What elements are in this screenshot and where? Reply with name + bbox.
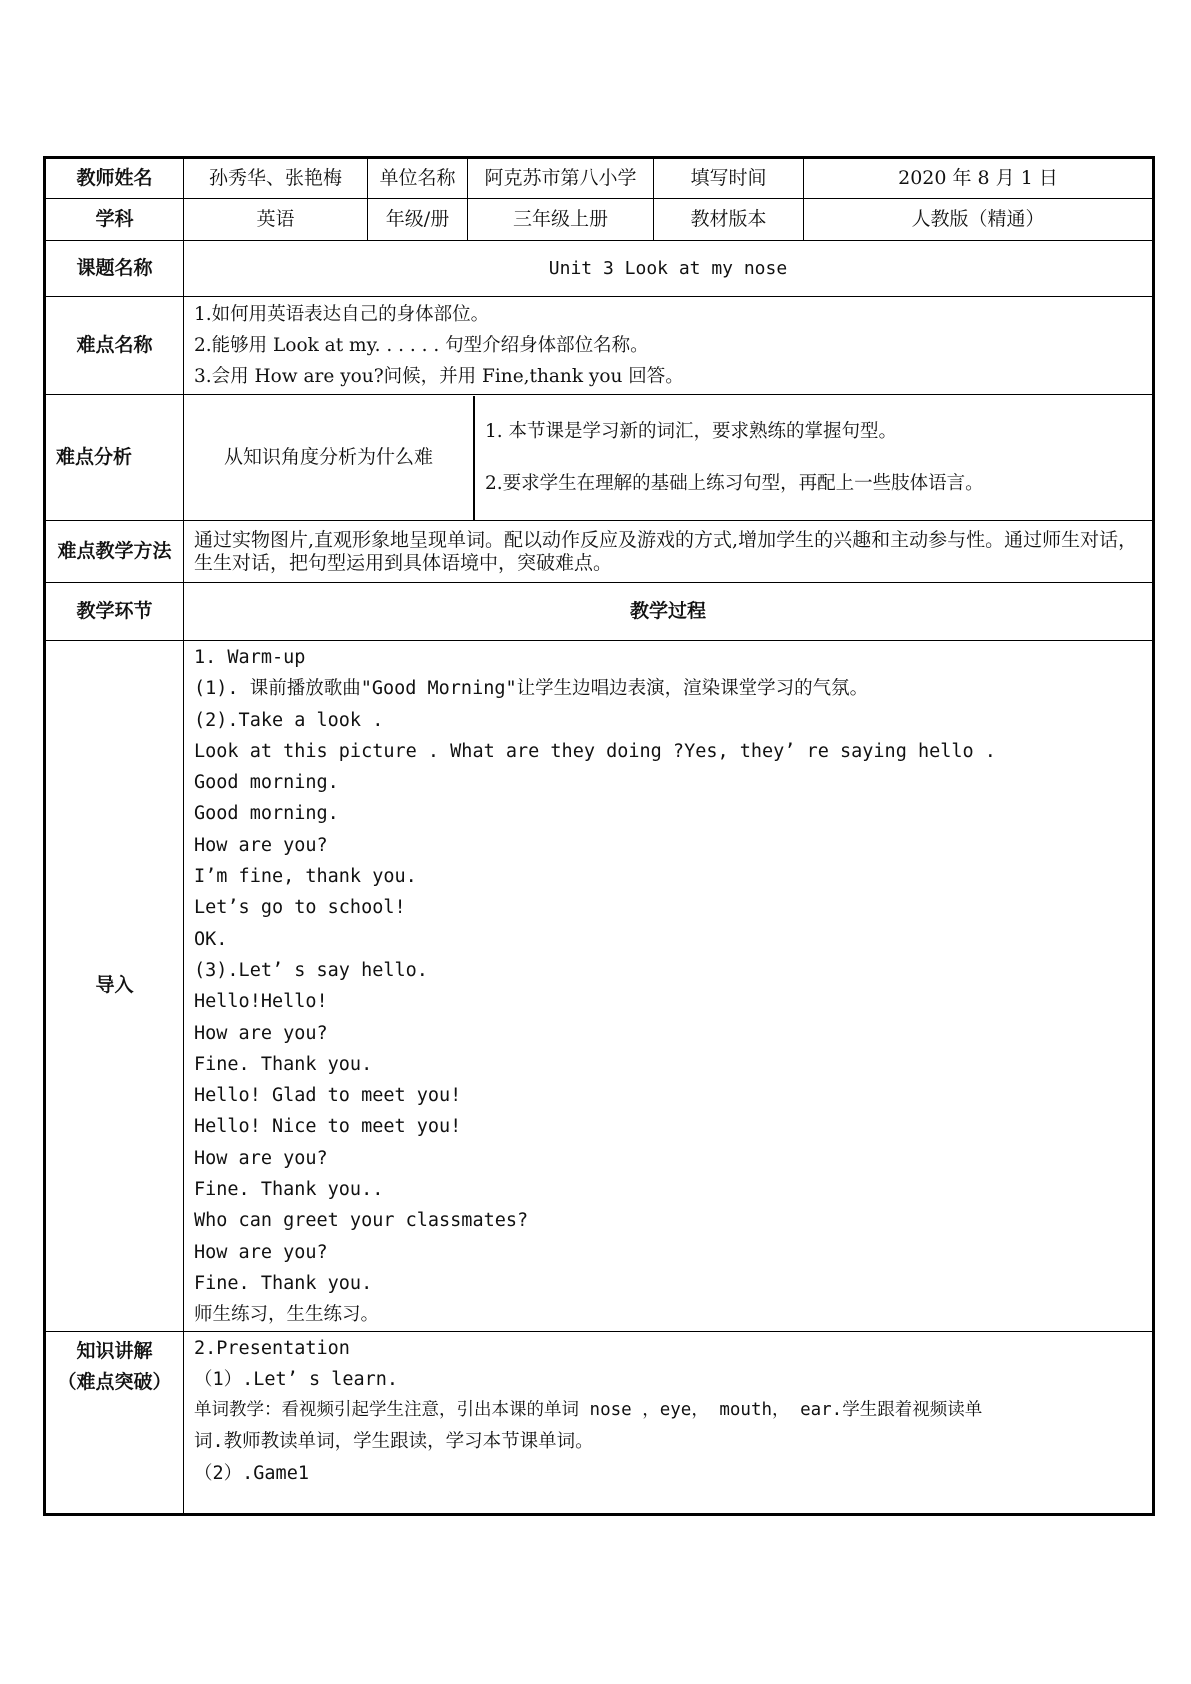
lesson-plan-table <box>43 156 1155 1516</box>
difficulty-row <box>45 297 1154 395</box>
teacher-value: 孙秀华、张艳梅 <box>184 158 368 199</box>
analysis-item: 2.要求学生在理解的基础上练习句型，再配上一些肢体语言。 <box>485 472 984 494</box>
date-label: 填写时间 <box>654 158 804 199</box>
knowledge-line: 词.教师教读单词，学生跟读，学习本节课单词。 <box>194 1431 594 1453</box>
intro-line: 师生练习，生生练习。 <box>194 1304 380 1326</box>
intro-row <box>45 641 1154 1332</box>
difficulty-content <box>184 297 1154 395</box>
knowledge-line: 2.Presentation <box>194 1337 350 1359</box>
intro-line: Hello! Glad to meet you! <box>194 1085 462 1107</box>
lesson-plan-page <box>43 156 1152 1516</box>
analysis-row <box>45 395 1154 521</box>
intro-line: Who can greet your classmates? <box>194 1210 529 1232</box>
analysis-sub-label: 从知识角度分析为什么难 <box>184 396 474 520</box>
analysis-inner-table <box>184 396 1152 520</box>
intro-line: I’m fine, thank you. <box>194 866 417 888</box>
difficulty-label: 难点名称 <box>45 297 184 395</box>
intro-line: Good morning. <box>194 803 339 825</box>
topic-label: 课题名称 <box>45 241 184 297</box>
edition-label: 教材版本 <box>654 199 804 241</box>
knowledge-label-line1: 知识讲解 <box>76 1339 153 1362</box>
intro-line: Let’s go to school! <box>194 897 406 919</box>
subject-label: 学科 <box>45 199 184 241</box>
difficulty-item: 3.会用 How are you?问候，并用 Fine,thank you 回答。 <box>194 366 684 387</box>
intro-line: Good morning. <box>194 772 339 794</box>
intro-line: How are you? <box>194 834 328 856</box>
date-value: 2020 年 8 月 1 日 <box>804 158 1154 199</box>
edition-value: 人教版（精通） <box>804 199 1154 241</box>
knowledge-line: （1）.Let’ s learn. <box>194 1368 399 1390</box>
knowledge-label <box>45 1331 184 1514</box>
method-label: 难点教学方法 <box>45 521 184 583</box>
difficulty-item: 1.如何用英语表达自己的身体部位。 <box>194 304 490 325</box>
method-row <box>45 521 1154 583</box>
analysis-item: 1. 本节课是学习新的词汇，要求熟练的掌握句型。 <box>485 420 898 442</box>
intro-line: How are you? <box>194 1022 328 1044</box>
unit-label: 单位名称 <box>368 158 468 199</box>
difficulty-item: 2.能够用 Look at my. . . . . . 句型介绍身体部位名称。 <box>194 335 649 356</box>
intro-line: (3).Let’ s say hello. <box>194 959 428 981</box>
analysis-label: 难点分析 <box>45 395 184 521</box>
intro-line: (2).Take a look . <box>194 709 384 731</box>
method-text: 通过实物图片,直观形象地呈现单词。配以动作反应及游戏的方式,增加学生的兴趣和主动参与性。通过师生对话，生生对话，把句型运用到具体语境中，突破难点。 <box>184 521 1154 583</box>
grade-label: 年级/册 <box>368 199 468 241</box>
intro-line: Hello!Hello! <box>194 991 328 1013</box>
intro-line: Fine. Thank you.. <box>194 1179 384 1201</box>
knowledge-label-line2: （难点突破） <box>57 1370 172 1393</box>
knowledge-row <box>45 1331 1154 1514</box>
intro-line: Look at this picture . What are they doing ?Yes, they’ re saying hello . <box>194 740 996 762</box>
intro-line: OK. <box>194 928 228 950</box>
knowledge-content <box>184 1331 1154 1514</box>
header-row-2 <box>45 199 1154 241</box>
topic-row <box>45 241 1154 297</box>
analysis-content <box>184 395 1154 521</box>
intro-line: Fine. Thank you. <box>194 1053 373 1075</box>
process-header-row <box>45 583 1154 641</box>
analysis-items <box>474 396 1152 520</box>
teacher-label: 教师姓名 <box>45 158 184 199</box>
intro-label: 导入 <box>45 641 184 1332</box>
intro-line: Hello! Nice to meet you! <box>194 1116 462 1138</box>
subject-value: 英语 <box>184 199 368 241</box>
intro-line: How are you? <box>194 1147 328 1169</box>
intro-line: How are you? <box>194 1241 328 1263</box>
topic-value: Unit 3 Look at my nose <box>184 241 1154 297</box>
process-header-label: 教学环节 <box>45 583 184 641</box>
intro-line: (1). 课前播放歌曲"Good Morning"让学生边唱边表演，渲染课堂学习的气氛。 <box>194 678 869 700</box>
header-row-1 <box>45 158 1154 199</box>
unit-value: 阿克苏市第八小学 <box>468 158 654 199</box>
intro-line: 1. Warm-up <box>194 647 306 668</box>
intro-line: Fine. Thank you. <box>194 1272 373 1294</box>
grade-value: 三年级上册 <box>468 199 654 241</box>
knowledge-line: （2）.Game1 <box>194 1462 309 1484</box>
knowledge-line: 单词教学：看视频引起学生注意，引出本课的单词 nose ，eye， mouth， ear.学生跟着视频读单 <box>194 1400 983 1421</box>
process-header-value: 教学过程 <box>184 583 1154 641</box>
intro-content <box>184 641 1154 1332</box>
